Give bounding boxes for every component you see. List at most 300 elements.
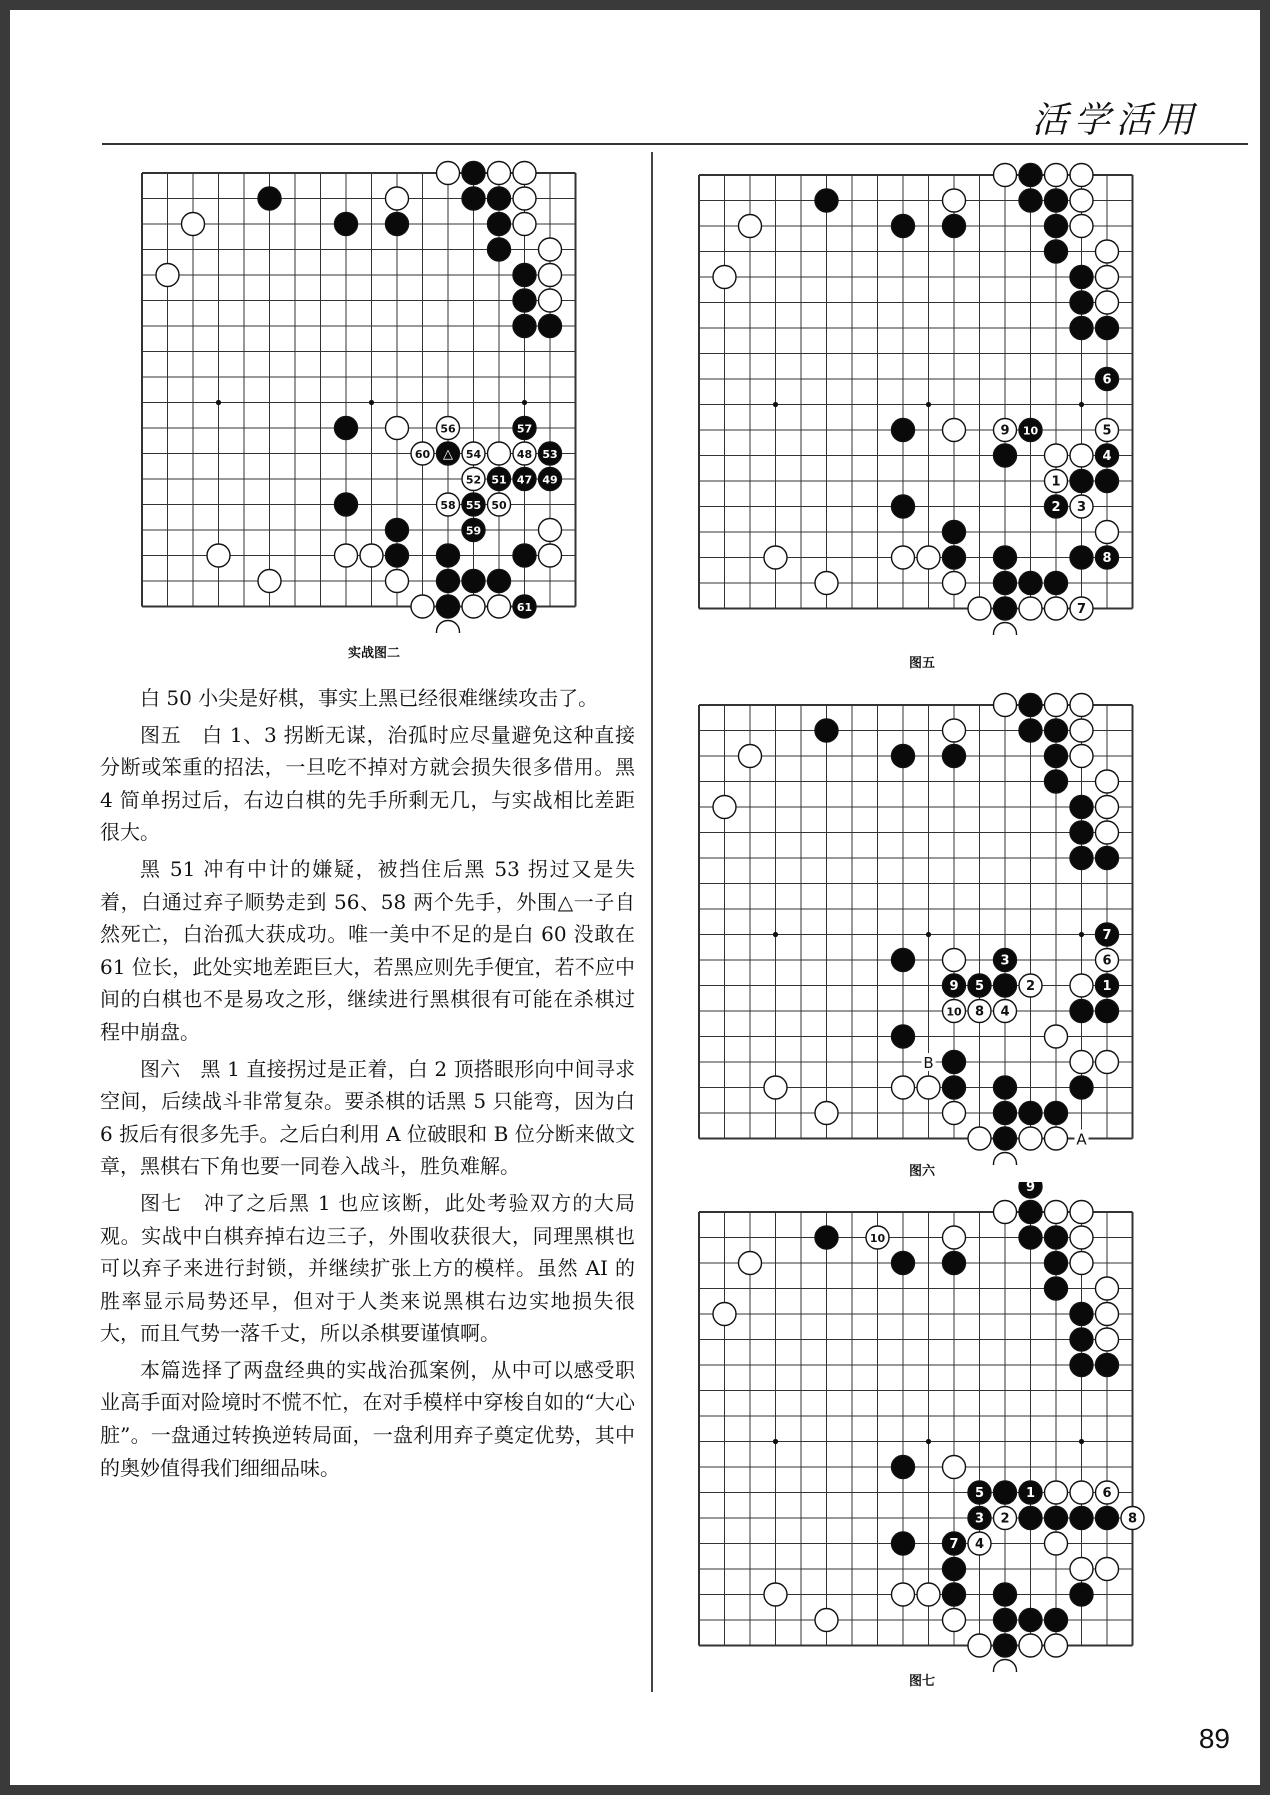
black-stone	[943, 1532, 966, 1555]
move-number: 10	[869, 1232, 886, 1245]
white-stone	[968, 1532, 991, 1555]
black-stone	[892, 949, 915, 972]
white-stone	[1045, 597, 1068, 620]
white-stone	[1096, 1051, 1119, 1074]
black-stone	[1070, 847, 1093, 870]
white-stone	[513, 442, 536, 465]
white-stone	[1096, 266, 1119, 289]
black-stone	[994, 1481, 1017, 1504]
black-stone	[1070, 1354, 1093, 1377]
white-stone	[943, 1102, 966, 1125]
black-stone	[892, 215, 915, 238]
move-number: 3	[1000, 953, 1010, 969]
black-stone	[1045, 770, 1068, 793]
white-stone	[1070, 597, 1093, 620]
black-stone	[968, 1507, 991, 1530]
white-stone	[1096, 521, 1119, 544]
page-number: 89	[1198, 1723, 1230, 1754]
move-number: 2	[1025, 979, 1036, 994]
move-number: 6	[1102, 953, 1112, 969]
white-stone	[1070, 1051, 1093, 1074]
black-stone	[943, 974, 966, 997]
move-number: 8	[1127, 1511, 1138, 1527]
white-stone	[437, 493, 460, 516]
white-stone	[1070, 745, 1093, 768]
hoshi-point	[773, 932, 778, 937]
caption-real-game-2: 实战图二	[347, 646, 400, 661]
paragraph-4: 图六 黑 1 直接拐过是正着，白 2 顶搭眼形向中间寻求空间，后续战斗非常复杂。要杀棋的话黑 5 只能弯，因为白 6 扳后有很多先手。之后白利用 A 位破眼和 B 位分断来做文章，黑棋右下角也要一同卷入战斗，胜负难解。	[100, 1056, 635, 1179]
white-stone	[335, 544, 358, 567]
white-stone	[764, 1583, 787, 1606]
black-stone	[1070, 317, 1093, 340]
paragraph-2: 图五 白 1、3 拐断无谋，治孤时应尽量避免这种直接分断或笨重的招法，一旦吃不掉对方就会损失很多借用。黑 4 简单拐过后，右边白棋的先手所剩无几，与实战相比差距很大。	[100, 722, 635, 845]
black-stone	[437, 570, 460, 593]
move-number: 3	[1076, 500, 1087, 515]
black-stone	[1070, 1303, 1093, 1326]
move-number: 57	[516, 422, 533, 436]
white-stone	[1096, 1481, 1119, 1504]
move-number: 4	[1000, 1004, 1010, 1020]
white-stone	[764, 1076, 787, 1099]
move-number: △	[443, 447, 453, 462]
white-stone	[539, 289, 562, 312]
white-stone	[739, 215, 762, 238]
black-stone	[994, 572, 1017, 595]
white-stone	[1019, 974, 1042, 997]
white-stone	[462, 595, 485, 618]
hoshi-point	[216, 400, 221, 405]
black-stone	[1045, 1609, 1068, 1632]
move-number: 54	[465, 448, 482, 461]
white-stone	[1070, 1252, 1093, 1275]
black-stone	[1096, 1507, 1119, 1530]
white-stone	[1070, 974, 1093, 997]
black-stone	[1096, 1354, 1119, 1377]
white-stone	[1070, 189, 1093, 212]
move-number: 9	[949, 979, 959, 994]
move-number: 7	[1102, 928, 1112, 943]
black-stone	[513, 315, 536, 338]
white-stone	[1070, 1558, 1093, 1581]
white-stone	[488, 595, 511, 618]
go-board-real-game-2	[128, 143, 620, 633]
white-stone	[713, 796, 736, 819]
white-stone	[1045, 1532, 1068, 1555]
move-number: 6	[1102, 1486, 1112, 1501]
white-stone	[1121, 1507, 1144, 1530]
move-number: 8	[1102, 551, 1112, 566]
white-stone	[360, 544, 383, 567]
move-number: 4	[974, 1537, 985, 1552]
move-number: 58	[440, 499, 456, 512]
black-stone	[994, 546, 1017, 569]
white-stone	[994, 623, 1017, 636]
hoshi-point	[369, 400, 374, 405]
white-stone	[1096, 1328, 1119, 1351]
black-stone	[1096, 847, 1119, 870]
black-stone	[943, 546, 966, 569]
black-stone	[1019, 719, 1042, 742]
move-number: 6	[1102, 372, 1112, 388]
caption-fig-6: 图六	[908, 1164, 935, 1179]
white-stone	[943, 189, 966, 212]
white-stone	[739, 1252, 762, 1275]
white-stone	[1070, 1201, 1093, 1224]
column-divider	[651, 152, 653, 1692]
black-stone	[386, 519, 409, 542]
hoshi-point	[926, 402, 931, 407]
black-stone	[815, 1226, 838, 1249]
move-number: 10	[946, 1005, 962, 1019]
white-stone	[462, 442, 485, 465]
move-number: 61	[516, 601, 533, 614]
black-stone	[943, 1051, 966, 1074]
black-stone	[1019, 189, 1042, 212]
white-stone	[994, 1153, 1017, 1166]
black-stone	[994, 597, 1017, 620]
article-body	[100, 682, 635, 1488]
move-number: 1	[1051, 474, 1061, 490]
hoshi-point	[522, 400, 527, 405]
white-stone	[1096, 1558, 1119, 1581]
black-stone	[1070, 546, 1093, 569]
move-number: 48	[516, 448, 533, 461]
hoshi-point	[926, 1439, 931, 1444]
black-stone	[1045, 719, 1068, 742]
black-stone	[488, 213, 511, 236]
black-stone	[462, 570, 485, 593]
white-stone	[1045, 1025, 1068, 1048]
header-title: 活学活用	[1031, 100, 1200, 141]
white-stone	[1070, 444, 1093, 467]
hoshi-point	[773, 402, 778, 407]
black-stone	[488, 238, 511, 261]
white-stone	[815, 572, 838, 595]
black-stone	[892, 1025, 915, 1048]
paragraph-1: 白 50 小尖是好棋，事实上黑已经很难继续攻击了。	[140, 686, 599, 710]
white-stone	[539, 544, 562, 567]
move-number: 10	[1022, 424, 1039, 438]
white-stone	[258, 570, 281, 593]
white-stone	[892, 1076, 915, 1099]
caption-fig-7: 图七	[908, 1674, 935, 1689]
move-number: 47	[516, 473, 533, 487]
move-number: 59	[465, 524, 482, 538]
black-stone	[892, 1532, 915, 1555]
black-stone	[462, 162, 485, 185]
white-stone	[1096, 796, 1119, 819]
black-stone	[1019, 1609, 1042, 1632]
white-stone	[1096, 1277, 1119, 1300]
black-stone	[335, 417, 358, 440]
black-stone	[488, 187, 511, 210]
paragraph-5: 图七 冲了之后黑 1 也应该断，此处考验双方的大局观。实战中白棋弃掉右边三子，外围收获很大，同理黑棋也可以弃子来进行封锁，并继续扩张上方的模样。虽然 AI 的胜率显示局势还早，但对于人类来说黑棋右边实地损失很大，而且气势一落千丈，所以杀棋要谨慎啊。	[100, 1190, 635, 1346]
white-stone	[1070, 1481, 1093, 1504]
white-stone	[488, 162, 511, 185]
black-stone	[1019, 1507, 1042, 1530]
white-stone	[1045, 1481, 1068, 1504]
black-stone	[437, 442, 460, 465]
white-stone	[1070, 164, 1093, 187]
white-stone	[386, 187, 409, 210]
black-stone	[1019, 164, 1042, 187]
black-stone	[994, 444, 1017, 467]
black-stone	[1096, 546, 1119, 569]
black-stone	[1096, 1000, 1119, 1023]
black-stone	[943, 1558, 966, 1581]
white-stone	[1070, 215, 1093, 238]
white-stone	[1045, 694, 1068, 717]
black-stone	[513, 544, 536, 567]
white-stone	[943, 949, 966, 972]
white-stone	[437, 162, 460, 185]
white-stone	[488, 493, 511, 516]
move-number: 50	[491, 499, 507, 512]
black-stone	[994, 1609, 1017, 1632]
black-stone	[1045, 189, 1068, 212]
black-stone	[1096, 444, 1119, 467]
white-stone	[411, 442, 434, 465]
black-stone	[335, 213, 358, 236]
black-stone	[335, 493, 358, 516]
black-stone	[513, 595, 536, 618]
black-stone	[1070, 470, 1093, 493]
go-board-fig-6	[685, 675, 1177, 1165]
black-stone	[1070, 1000, 1093, 1023]
move-number: 56	[440, 422, 456, 436]
black-stone	[892, 745, 915, 768]
move-number: 7	[949, 1537, 959, 1552]
black-stone	[462, 493, 485, 516]
black-stone	[943, 1583, 966, 1606]
white-stone	[943, 1609, 966, 1632]
hoshi-point	[1079, 932, 1084, 937]
white-stone	[994, 1507, 1017, 1530]
white-stone	[1045, 1201, 1068, 1224]
white-stone	[866, 1226, 889, 1249]
black-stone	[994, 1127, 1017, 1150]
white-stone	[513, 187, 536, 210]
white-stone	[1045, 1634, 1068, 1657]
move-number: 49	[542, 473, 558, 487]
white-stone	[943, 572, 966, 595]
black-stone	[892, 1252, 915, 1275]
move-number: 7	[1076, 602, 1087, 617]
white-stone	[892, 1583, 915, 1606]
black-stone	[488, 570, 511, 593]
black-stone	[1019, 1201, 1042, 1224]
black-stone	[1045, 240, 1068, 263]
move-number: 3	[974, 1511, 985, 1527]
white-stone	[968, 597, 991, 620]
white-stone	[1070, 719, 1093, 742]
black-stone	[462, 187, 485, 210]
move-number: 2	[1000, 1511, 1010, 1527]
white-stone	[1019, 597, 1042, 620]
black-stone	[1019, 1226, 1042, 1249]
move-number: 5	[974, 979, 985, 994]
black-stone	[994, 974, 1017, 997]
white-stone	[1096, 821, 1119, 844]
move-number: 5	[1102, 423, 1112, 439]
move-number: 51	[491, 473, 507, 487]
black-stone	[1045, 215, 1068, 238]
white-stone	[1045, 470, 1068, 493]
white-stone	[713, 266, 736, 289]
black-stone	[943, 1252, 966, 1275]
black-stone	[258, 187, 281, 210]
white-stone	[1096, 291, 1119, 314]
move-number: 8	[974, 1004, 985, 1020]
white-stone	[1045, 164, 1068, 187]
move-number: 1	[1102, 979, 1112, 994]
black-stone	[1019, 419, 1042, 442]
white-stone	[943, 419, 966, 442]
black-stone	[539, 442, 562, 465]
white-stone	[513, 213, 536, 236]
black-stone	[1045, 572, 1068, 595]
move-number: 4	[1102, 449, 1112, 464]
white-stone	[1045, 1127, 1068, 1150]
white-stone	[1096, 240, 1119, 263]
black-stone	[1096, 368, 1119, 391]
move-number: 55	[465, 499, 482, 512]
black-stone	[513, 264, 536, 287]
black-stone	[1045, 1102, 1068, 1125]
white-stone	[917, 1583, 940, 1606]
black-stone	[488, 468, 511, 491]
white-stone	[994, 1201, 1017, 1224]
white-stone	[994, 164, 1017, 187]
black-stone	[1045, 1507, 1068, 1530]
black-stone	[1019, 1102, 1042, 1125]
caption-fig-5: 图五	[908, 656, 935, 671]
black-stone	[892, 495, 915, 518]
black-stone	[513, 468, 536, 491]
black-stone	[1070, 1076, 1093, 1099]
white-stone	[437, 621, 460, 634]
black-stone	[968, 1481, 991, 1504]
paragraph-6: 本篇选择了两盘经典的实战治孤案例，从中可以感受职业高手面对险境时不慌不忙，在对手模样中穿梭自如的“大心脏”。一盘通过转换逆转局面，一盘利用弃子奠定优势，其中的奥妙值得我们细细品味。	[100, 1357, 635, 1480]
black-stone	[994, 1076, 1017, 1099]
black-stone	[943, 1076, 966, 1099]
white-stone	[386, 570, 409, 593]
move-number: 2	[1051, 500, 1061, 515]
move-number: 9	[1000, 423, 1010, 439]
white-stone	[539, 264, 562, 287]
black-stone	[943, 521, 966, 544]
white-stone	[713, 1303, 736, 1326]
black-stone	[386, 544, 409, 567]
move-number: 9	[1025, 1182, 1036, 1195]
black-stone	[1045, 1226, 1068, 1249]
white-stone	[207, 544, 230, 567]
white-stone	[943, 1456, 966, 1479]
hoshi-point	[773, 1439, 778, 1444]
black-stone	[539, 468, 562, 491]
white-stone	[462, 468, 485, 491]
white-stone	[943, 1000, 966, 1023]
white-stone	[182, 213, 205, 236]
white-stone	[156, 264, 179, 287]
position-label: B	[923, 1054, 934, 1072]
black-stone	[994, 1634, 1017, 1657]
black-stone	[1019, 694, 1042, 717]
white-stone	[539, 238, 562, 261]
black-stone	[994, 949, 1017, 972]
black-stone	[1096, 470, 1119, 493]
move-number: 5	[974, 1486, 985, 1501]
white-stone	[1096, 419, 1119, 442]
black-stone	[1045, 1252, 1068, 1275]
white-stone	[968, 1634, 991, 1657]
go-board-fig-5	[685, 145, 1177, 635]
black-stone	[1096, 923, 1119, 946]
white-stone	[968, 1127, 991, 1150]
black-stone	[437, 595, 460, 618]
black-stone	[1070, 1328, 1093, 1351]
move-number: 52	[465, 473, 482, 487]
white-stone	[815, 1609, 838, 1632]
black-stone	[994, 1583, 1017, 1606]
white-stone	[1070, 495, 1093, 518]
black-stone	[892, 1456, 915, 1479]
white-stone	[1096, 770, 1119, 793]
white-stone	[764, 546, 787, 569]
white-stone	[513, 162, 536, 185]
black-stone	[462, 519, 485, 542]
go-board-fig-7	[685, 1182, 1177, 1672]
white-stone	[1070, 1226, 1093, 1249]
black-stone	[1096, 974, 1119, 997]
black-stone	[513, 289, 536, 312]
black-stone	[1019, 572, 1042, 595]
black-stone	[1019, 1182, 1042, 1198]
black-stone	[943, 745, 966, 768]
black-stone	[1019, 1481, 1042, 1504]
black-stone	[1070, 291, 1093, 314]
page	[10, 10, 1260, 1785]
white-stone	[1045, 444, 1068, 467]
black-stone	[994, 1102, 1017, 1125]
move-number: 60	[414, 448, 431, 461]
black-stone	[943, 215, 966, 238]
black-stone	[892, 419, 915, 442]
white-stone	[994, 419, 1017, 442]
position-label: A	[1076, 1130, 1087, 1149]
white-stone	[739, 745, 762, 768]
white-stone	[1019, 1127, 1042, 1150]
white-stone	[1096, 949, 1119, 972]
white-stone	[994, 1660, 1017, 1673]
hoshi-point	[1079, 1439, 1084, 1444]
move-number: 53	[542, 448, 558, 461]
white-stone	[917, 546, 940, 569]
white-stone	[968, 1000, 991, 1023]
black-stone	[815, 189, 838, 212]
black-stone	[437, 544, 460, 567]
move-number: 1	[1025, 1486, 1036, 1501]
white-stone	[994, 694, 1017, 717]
black-stone	[1045, 495, 1068, 518]
white-stone	[994, 1000, 1017, 1023]
white-stone	[1070, 694, 1093, 717]
paragraph-3: 黑 51 冲有中计的嫌疑，被挡住后黑 53 拐过又是失着，白通过弃子顺势走到 56、58 两个先手，外围△一子自然死亡，白治孤大获成功。唯一美中不足的是白 60 没敢在 61 位长，此处实地差距巨大，若黑应则先手便宜，若不应中间的白棋也不是易攻之形，继续进行黑棋很有可能在杀棋过程中崩盘。	[100, 856, 635, 1044]
black-stone	[1070, 1583, 1093, 1606]
black-stone	[1070, 1507, 1093, 1530]
black-stone	[1045, 745, 1068, 768]
white-stone	[437, 417, 460, 440]
